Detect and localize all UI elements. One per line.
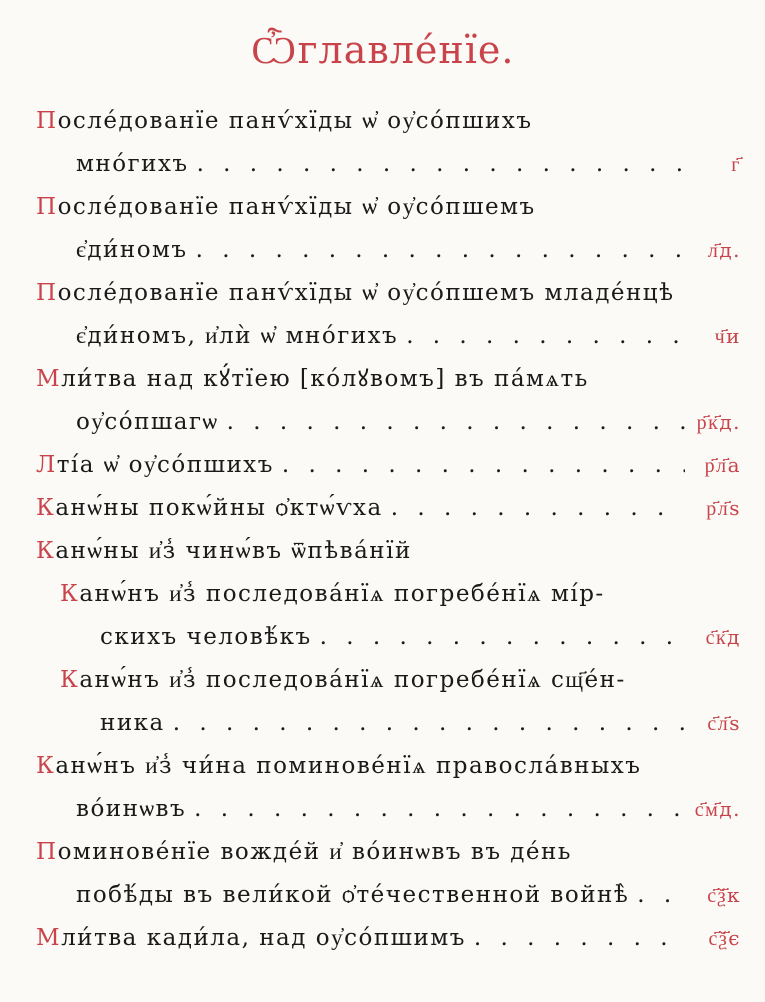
dot-leader bbox=[282, 444, 685, 487]
entry-title: анѡ́нъ и҆з̾ последова́нїѧ погребе́нїѧ сщ҃е́н- bbox=[79, 667, 626, 693]
entry-title-continued: ника bbox=[100, 710, 165, 736]
toc-entry[interactable] bbox=[36, 358, 741, 444]
entry-title: оминове́нїе вожде́й и҆ во́инѡвъ въ де́нь bbox=[57, 839, 572, 865]
page-number: л҃д. bbox=[707, 238, 741, 262]
entry-title: анѡ́нъ и҆з̾ последова́нїѧ погребе́нїѧ мі́р- bbox=[79, 581, 605, 607]
entry-title: анѡ́нъ и҆з̾ чи́на поминове́нїѧ правосла́вныхъ bbox=[55, 753, 642, 779]
drop-capital: П bbox=[36, 839, 58, 865]
page-number: р҃л҃ѕ bbox=[706, 496, 741, 520]
toc-subentry[interactable] bbox=[36, 573, 741, 659]
page-number: с҃к҃д bbox=[705, 625, 741, 649]
drop-capital: П bbox=[36, 280, 58, 306]
entry-title-continued: скихъ человѣ́къ bbox=[100, 624, 312, 650]
toc-entry[interactable] bbox=[36, 831, 741, 917]
entry-title-continued: мно́гихъ bbox=[76, 151, 189, 177]
entry-title-continued: оу҆со́пшагѡ bbox=[76, 409, 219, 435]
page-number: с҃ѯ҃к bbox=[707, 883, 741, 907]
dot-leader bbox=[194, 788, 685, 831]
drop-capital: М bbox=[36, 925, 62, 951]
dot-leader bbox=[227, 401, 685, 444]
page-number: с҃ѯ҃є bbox=[708, 926, 741, 950]
dot-leader bbox=[391, 487, 685, 530]
entry-title-continued: є҆ди́номъ, и҆лѝ ѡ҆ мно́гихъ bbox=[76, 323, 399, 349]
toc-entry[interactable] bbox=[36, 186, 741, 272]
entry-title: Мли́тва кади́ла, над оу҆со́пшимъ bbox=[36, 925, 466, 951]
drop-capital: К bbox=[36, 495, 56, 521]
dot-leader bbox=[406, 315, 685, 358]
dot-leader bbox=[474, 917, 685, 960]
drop-capital: П bbox=[36, 108, 58, 134]
entry-title: анѡ́ны и҆з̾ чинѡ́въ ѿпѣва́нїй bbox=[55, 538, 412, 564]
drop-capital: К bbox=[36, 753, 56, 779]
toc-subentry[interactable] bbox=[36, 659, 741, 745]
table-of-contents bbox=[36, 100, 741, 960]
toc-entry[interactable] bbox=[36, 444, 741, 487]
page-number: с҃л҃ѕ bbox=[707, 711, 741, 735]
toc-entry[interactable] bbox=[36, 100, 741, 186]
dot-leader bbox=[173, 702, 685, 745]
dot-leader bbox=[197, 143, 685, 186]
drop-capital: К bbox=[60, 581, 80, 607]
page-number: ч҃и bbox=[714, 324, 741, 348]
page-number: с҃м҃д. bbox=[694, 797, 741, 821]
drop-capital: М bbox=[36, 366, 62, 392]
drop-capital: К bbox=[36, 538, 56, 564]
entry-title: ли́тва над кꙋ́тїею [ко́лꙋвомъ] въ па́мѧть bbox=[61, 366, 589, 392]
dot-leader bbox=[196, 229, 685, 272]
page-number: р҃к҃д. bbox=[696, 410, 741, 434]
entry-title: осле́дованїе панѵ́хїды ѡ҆ оу҆со́пшихъ bbox=[57, 108, 533, 134]
entry-title-continued: є҆ди́номъ bbox=[76, 237, 188, 263]
entry-title: Канѡ́ны покѡ́йны ѻ҆ктѡ́ѵха bbox=[36, 495, 383, 521]
entry-title: осле́дованїе панѵ́хїды ѡ҆ оу҆со́пшемъ младе́нцѣ bbox=[57, 280, 675, 306]
drop-capital: Л bbox=[36, 452, 57, 478]
dot-leader bbox=[637, 874, 685, 917]
entry-title-continued: побѣ́ды въ вели́кой ѻ҆те́чественной войнѣ̀ bbox=[76, 882, 630, 908]
entry-title-continued: во́инѡвъ bbox=[76, 796, 187, 822]
entry-title: Лті́а ѡ҆ оу҆со́пшихъ bbox=[36, 452, 274, 478]
page-number: р҃л҃а bbox=[704, 453, 741, 477]
dot-leader bbox=[320, 616, 685, 659]
drop-capital: К bbox=[60, 667, 80, 693]
toc-section-heading bbox=[36, 530, 741, 573]
toc-entry[interactable] bbox=[36, 272, 741, 358]
drop-capital: П bbox=[36, 194, 58, 220]
page-number: г҃ bbox=[731, 152, 741, 176]
entry-title: осле́дованїе панѵ́хїды ѡ҆ оу҆со́пшемъ bbox=[57, 194, 536, 220]
page-title: Ѽглавле́нїе. bbox=[250, 28, 515, 72]
toc-entry[interactable] bbox=[36, 917, 741, 960]
toc-entry[interactable] bbox=[36, 745, 741, 831]
toc-entry[interactable] bbox=[36, 487, 741, 530]
